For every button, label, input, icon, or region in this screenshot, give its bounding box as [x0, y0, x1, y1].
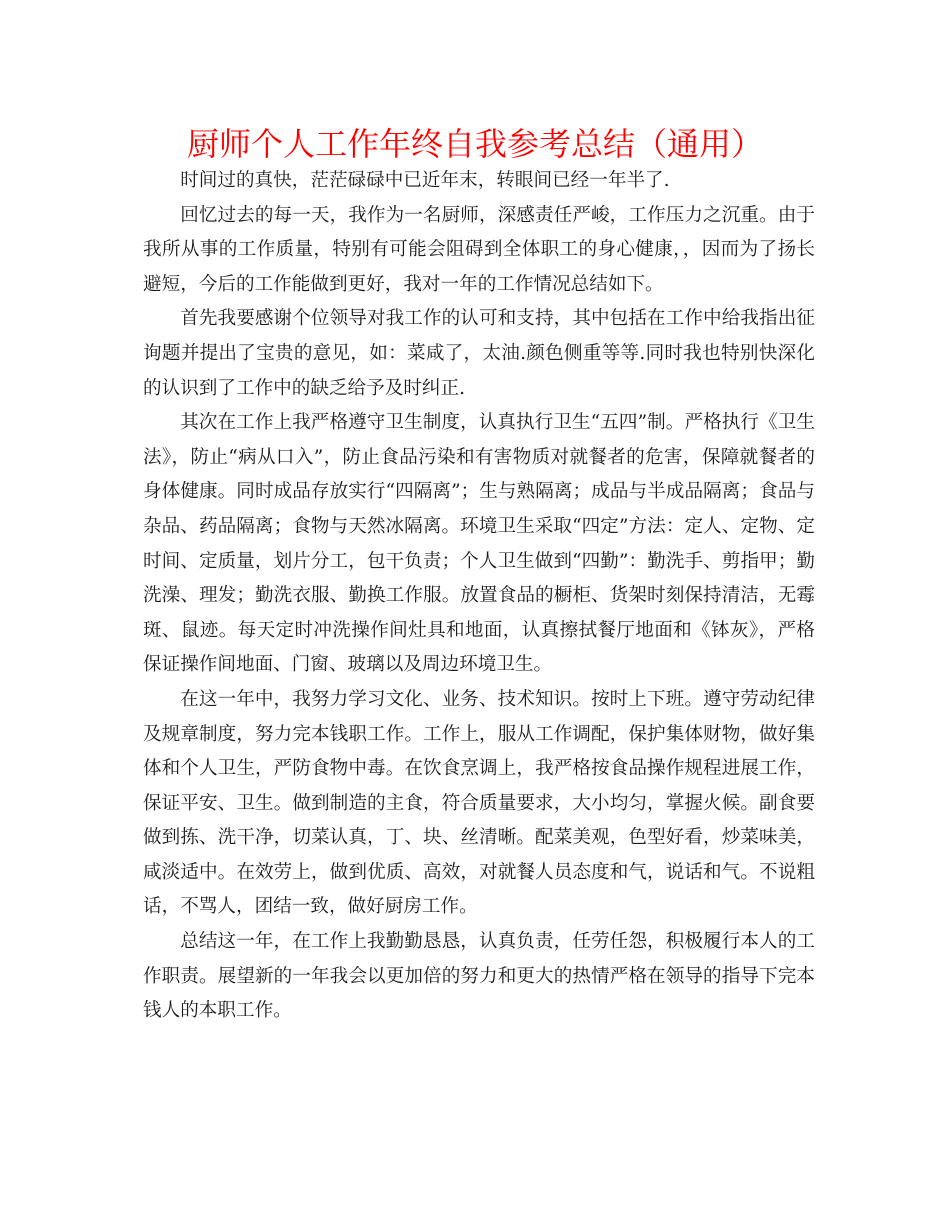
- document-body: [143, 164, 815, 1029]
- paragraph: 时间过的真快，茫茫碌碌中已近年末，转眼间已经一年半了.: [180, 170, 670, 191]
- paragraph: 在这一年中，我努力学习文化、业务、技术知识。按时上下班。遵守劳动纪律及规章制度，努力完本钱职工作。工作上，服从工作调配，保护集体财物，做好集体和个人卫生，严防食物中毒。在饮食烹调上，我严格按食品操作规程进展工作，保证平安、卫生。做到制造的主食，符合质量要求，大小均匀，掌握火候。副食要做到拣、洗干净，切菜认真，丁、块、丝清晰。配菜美观，色型好看，炒菜味美，咸淡适中。在效劳上，做到优质、高效，对就餐人员态度和气，说话和气。不说粗话，不骂人，团结一致，做好厨房工作。: [143, 688, 815, 918]
- paragraph: 其次在工作上我严格遵守卫生制度，认真执行卫生“五四”制。严格执行《卫生法》，防止“病从口入”，防止食品污染和有害物质对就餐者的危害，保障就餐者的身体健康。同时成品存放实行“四隔离”；生与熟隔离；成品与半成品隔离；食品与杂品、药品隔离；食物与天然冰隔离。环境卫生采取“四定”方法：定人、定物、定时间、定质量，划片分工，包干负责；个人卫生做到“四勤”：勤洗手、剪指甲；勤洗澡、理发；勤洗衣服、勤换工作服。放置食品的橱柜、货架时刻保持清洁，无霉斑、鼠迹。每天定时冲洗操作间灶具和地面，认真擦拭餐厅地面和《钵灰》，严格保证操作间地面、门窗、玻璃以及周边环境卫生。: [143, 412, 815, 676]
- paragraph: 回忆过去的每一天，我作为一名厨师，深感责任严峻，工作压力之沉重。由于我所从事的工作质量，特别有可能会阻碍到全体职工的身心健康，，因而为了扬长避短，今后的工作能做到更好，我对一年的工作情况总结如下。: [143, 204, 815, 295]
- paragraph: 总结这一年，在工作上我勤勤恳恳，认真负责，任劳任怨，积极履行本人的工作职责。展望新的一年我会以更加倍的努力和更大的热情严格在领导的指导下完本钱人的本职工作。: [143, 931, 815, 1022]
- paragraph: 首先我要感谢个位领导对我工作的认可和支持，其中包括在工作中给我指出征询题并提出了宝贵的意见，如：菜咸了，太油.颜色侧重等等.同时我也特别快深化的认识到了工作中的缺乏给予及时纠正.: [143, 308, 815, 399]
- document-title: 厨师个人工作年终自我参考总结（通用）: [186, 125, 763, 163]
